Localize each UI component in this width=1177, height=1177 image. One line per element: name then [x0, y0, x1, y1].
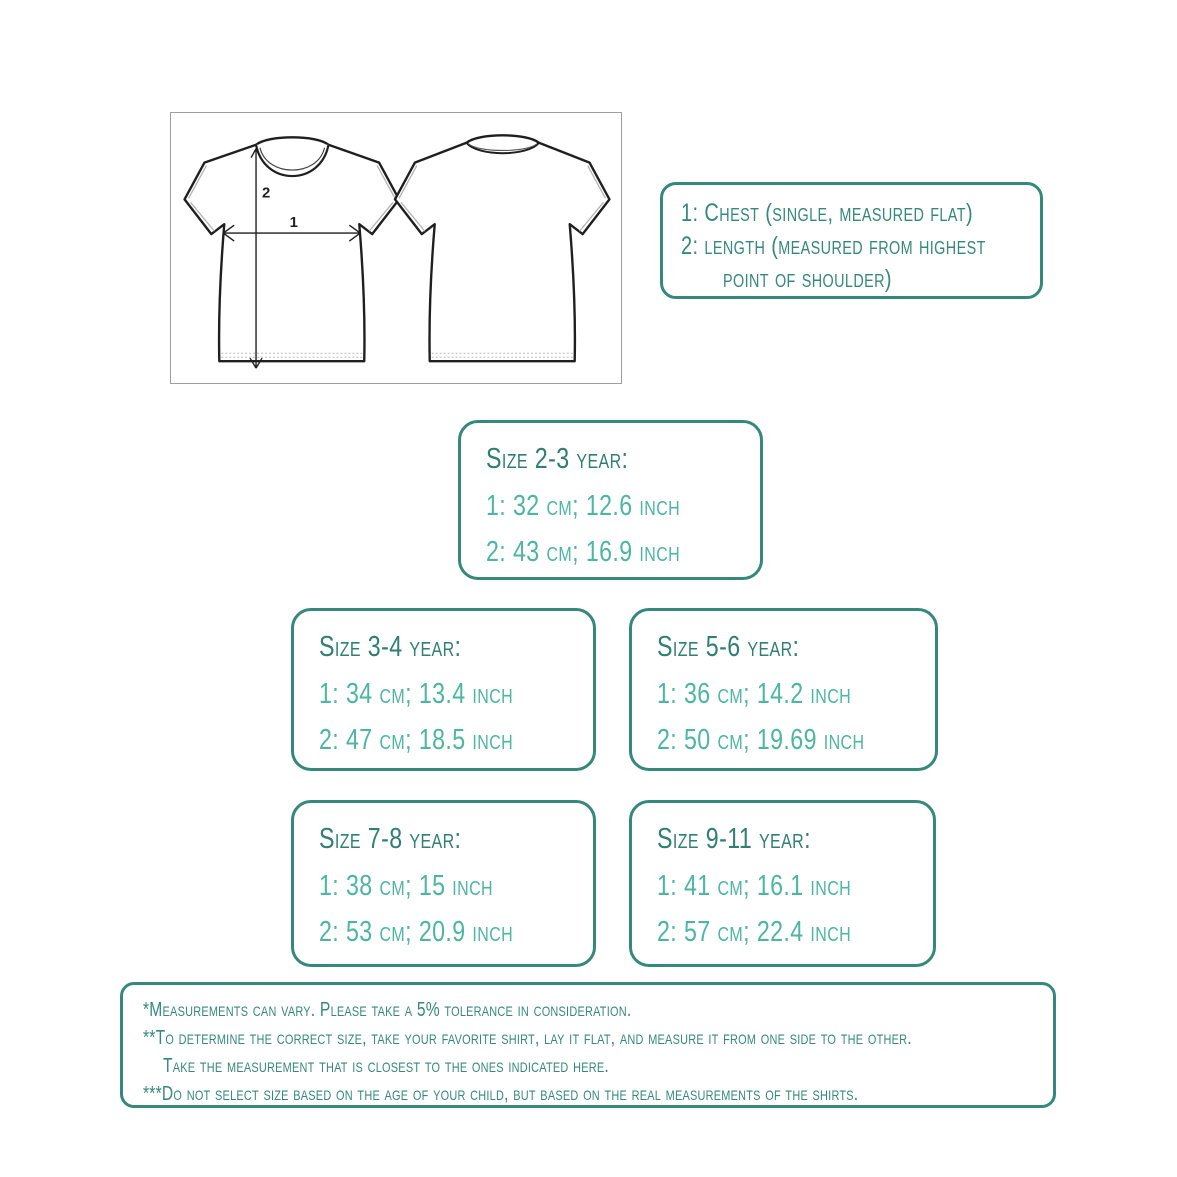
- size-box-3-4-year: [291, 608, 596, 771]
- length-measurement: 2: 50 cm; 19.69 inch: [657, 724, 865, 756]
- note-how-to-measure: **To determine the correct size, take your favorite shirt, lay it flat, and measure it from one side to the other.: [143, 1027, 912, 1049]
- length-measurement: 2: 47 cm; 18.5 inch: [319, 724, 514, 756]
- note-tolerance: *Measurements can vary. Please take a 5% tolerance in consideration.: [143, 999, 632, 1021]
- chest-measurement: 1: 41 cm; 16.1 inch: [657, 870, 852, 902]
- size-box-2-3-year: [458, 420, 763, 580]
- legend-line-1: 1: Chest (single, measured flat): [681, 199, 973, 227]
- length-measurement: 2: 53 cm; 20.9 inch: [319, 916, 514, 948]
- front-tee: [185, 137, 399, 368]
- length-label: 2: [261, 185, 271, 202]
- chest-measurement: 1: 36 cm; 14.2 inch: [657, 678, 852, 710]
- size-box-7-8-year: [291, 800, 596, 967]
- length-measurement: 2: 57 cm; 22.4 inch: [657, 916, 852, 948]
- legend-line-2: 2: length (measured from highest: [681, 232, 986, 260]
- size-title: Size 2-3 year:: [486, 443, 629, 475]
- size-box-5-6-year: [629, 608, 938, 771]
- note-how-to-measure-cont: Take the measurement that is closest to the ones indicated here.: [163, 1055, 609, 1077]
- notes-box: [120, 982, 1056, 1108]
- size-box-9-11-year: [629, 800, 936, 967]
- size-title: Size 9-11 year:: [657, 823, 811, 855]
- shirt-diagram-frame: [170, 112, 622, 384]
- legend-box: [660, 182, 1043, 299]
- chest-measurement: 1: 32 cm; 12.6 inch: [486, 490, 681, 522]
- length-measurement: 2: 43 cm; 16.9 inch: [486, 536, 681, 568]
- legend-line-3: point of shoulder): [723, 265, 892, 293]
- size-title: Size 3-4 year:: [319, 631, 462, 663]
- size-title: Size 5-6 year:: [657, 631, 800, 663]
- chest-measurement: 1: 38 cm; 15 inch: [319, 870, 493, 902]
- chest-label: 1: [289, 215, 298, 232]
- size-title: Size 7-8 year:: [319, 823, 462, 855]
- shirt-diagram: [171, 113, 621, 383]
- chest-measurement: 1: 34 cm; 13.4 inch: [319, 678, 514, 710]
- back-tee: [395, 135, 609, 361]
- note-age-warning: ***Do not select size based on the age of your child, but based on the real measurements of the shirts.: [143, 1083, 859, 1105]
